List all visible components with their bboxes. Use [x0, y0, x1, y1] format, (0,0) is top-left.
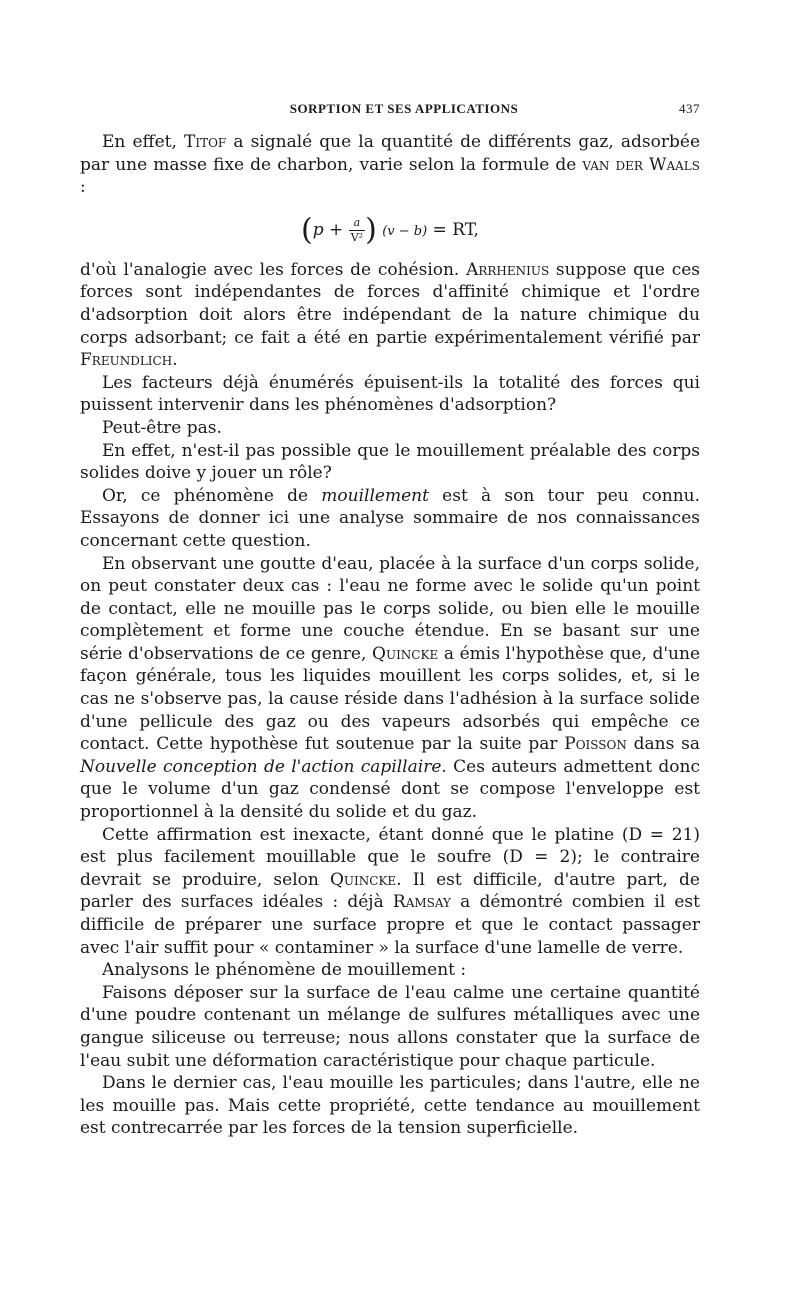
paragraph: Cette affirmation est inexacte, étant donné que le platine (D = 21) est plus facilement mouillable que le soufre (D = 2); le contraire devrait se produire, selon Quincke. Il est difficile, d'autre part, de parler des surfaces idéales : déjà Ramsay a démontré combien il est difficile de préparer une surface propre et que le contact passager avec l'air suffit pour « contaminer » la surface d'une lamelle de verre. — [80, 824, 700, 958]
paragraph: Peut-être pas. — [102, 417, 222, 438]
book-title: Nouvelle conception de l'action capillaire — [80, 756, 442, 777]
paragraph: Les facteurs déjà énumérés épuisent-ils la totalité des forces qui puissent intervenir dans les phénomènes d'adsorption? — [80, 372, 700, 416]
author-name: Arrhenius — [466, 259, 550, 280]
running-title: SORPTION ET SES APPLICATIONS — [289, 101, 519, 116]
paragraph: En observant une goutte d'eau, placée à la surface d'un corps solide, on peut constater deux cas : l'eau ne forme avec le solide qu'un point de contact, elle ne mouille pas le corps solide, ou bien elle le mouille complètement et forme une couche étendue. En se basant sur une série d'observations de ce genre, Quincke a émis l'hypothèse que, d'une façon générale, tous les liquides mouillent les corps solides, et, si le cas ne s'observe pas, la cause réside dans l'adhésion à la surface solide d'une pellicule des gaz ou des vapeurs adsorbés qui empêche ce contact. Cette hypothèse fut soutenue par la suite par Poisson dans sa Nouvelle conception de l'action capillaire. Ces auteurs admettent donc que le volume d'un gaz condensé dont se compose l'enveloppe est proportionnel à la densité du solide et du gaz. — [80, 553, 701, 823]
author-name: Freundlich — [80, 350, 173, 371]
author-name: Quincke — [330, 869, 397, 890]
paragraph: d'où l'analogie avec les forces de cohésion. Arrhenius suppose que ces forces sont indépendantes de forces d'affinité chimique et l'ordre d'adsorption doit alors être indépendant de la nature chimique du corps adsorbant; ce fait a été en partie expérimentalement vérifié par Freundlich. — [80, 259, 701, 371]
paragraph: Analysons le phénomène de mouillement : — [102, 960, 467, 981]
author-name: Titof — [184, 132, 227, 152]
page-header — [108, 101, 700, 123]
van-der-waals-formula: (p + $\frac{a}{\text{V²}}$ ) (v − b) = RT, — [301, 212, 479, 248]
fraction: $\frac{a}{\text{V²}}$ — [350, 215, 364, 244]
paragraph: Or, ce phénomène de mouillement est à son tour peu connu. Essayons de donner ici une analyse sommaire de nos connaissances concernant cette question. — [80, 485, 700, 551]
author-name: Quincke — [372, 643, 439, 664]
paragraph: En effet, n'est-il pas possible que le mouillement préalable des corps solides doive y jouer un rôle? — [80, 440, 700, 484]
author-name: Ramsay — [392, 892, 451, 913]
author-name: van der Waals — [582, 154, 700, 175]
paragraph: Dans le dernier cas, l'eau mouille les particules; dans l'autre, elle ne les mouille pas. Mais cette propriété, cette tendance au mouillement est contrecarrée par les forces de la tension superficielle. — [80, 1073, 700, 1139]
body-text — [80, 131, 700, 1140]
paragraph: En effet, Titof a signalé que la quantité de différents gaz, adsorbée par une masse fixe de charbon, varie selon la formule de van der Waals : — [80, 132, 700, 198]
author-name: Poisson — [564, 734, 627, 755]
paragraph: Faisons déposer sur la surface de l'eau calme une certaine quantité d'une poudre contenant un mélange de sulfures métalliques avec une gangue siliceuse ou terreuse; nous allons constater que la surface de l'eau subit une déformation caractéristique pour chaque particule. — [80, 982, 700, 1071]
page-number: 437 — [679, 101, 700, 116]
